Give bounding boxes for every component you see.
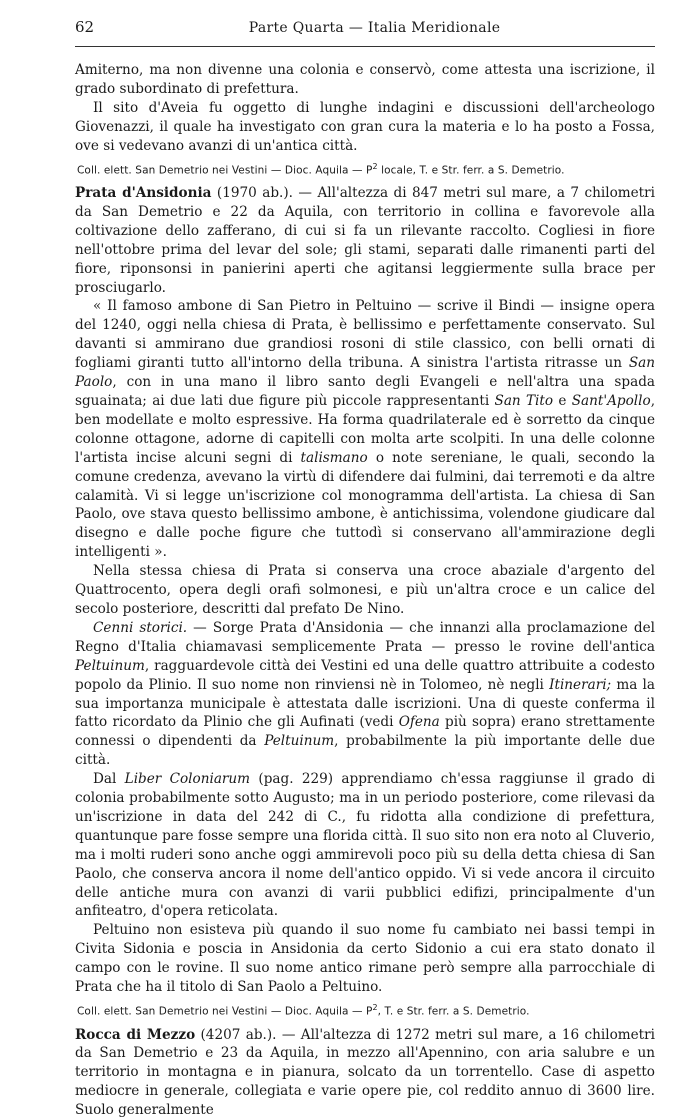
collegio-note: Coll. elett. San Demetrio nei Vestini — Dioc. Aquila — $P^2$ locale, T. e Str. ferr. a S. Demetrio. <box>75 159 655 179</box>
entry-heading: Prata d'Ansidonia <box>75 185 211 201</box>
page-header <box>75 18 655 47</box>
paragraph-peltuino: Peltuino non esisteva più quando il suo nome fu cambiato nei bassi tempi in Civita Sidonia e poscia in Ansidonia da certo Sidonio a cui era stato donato il campo con le rovine. Il suo nome antico rimane però sempre alla parrocchiale di Prata che ha il titolo di San Paolo a Peltuino. <box>75 921 655 997</box>
page-number: 62 <box>75 18 94 36</box>
page-body <box>75 61 655 1120</box>
running-title: Parte Quarta — Italia Meridionale <box>94 20 655 36</box>
paragraph-aveia: Il sito d'Aveia fu oggetto di lunghe indagini e discussioni dell'archeologo Giovenazzi, il quale ha investigato con gran cura la materia e lo ha posto a Fossa, ove si vedevano avanzi di un'antica città. <box>75 99 655 156</box>
paragraph-liber-coloniarum: Dal Liber Coloniarum (pag. 229) apprendiamo ch'essa raggiunse il grado di colonia probabilmente sotto Augusto; ma in un periodo posteriore, come rilevasi da un'iscrizione in data del 242 di C., fu ridotta alla condizione di prefettura, quantunque pare fosse sempre una florida città. Il suo sito non era noto al Cluverio, ma i molti ruderi sono anche oggi ammirevoli poco più su della detta chiesa di San Paolo, che conserva ancora il nome dell'antico oppido. Vi si vede ancora il circuito delle antiche mura con avanzi di varii pubblici edifizi, principalmente d'un anfiteatro, d'opera reticolata. <box>75 770 655 921</box>
entry-prata: Prata d'Ansidonia (1970 ab.). — All'altezza di 847 metri sul mare, a 7 chilometri da San Demetrio e 22 da Aquila, con territorio in collina e favorevole alla coltivazione dello zafferano, di cui si fa un rilevante raccolto. Cogliesi in fiore nell'ottobre prima del levar del sole; gli stami, separati dalle rimanenti parti del fiore, riponsonsi in panierini aperti che agitansi leggiermente sulla brace per prosciugarlo. <box>75 184 655 297</box>
paragraph-amiterno: Amiterno, ma non divenne una colonia e conservò, come attesta una iscrizione, il grado subordinato di prefettura. <box>75 61 655 99</box>
paragraph-croce: Nella stessa chiesa di Prata si conserva una croce abaziale d'argento del Quattrocento, opera degli orafi solmonesi, e più un'altra croce e un calice del secolo posteriore, descritti dal prefato De Nino. <box>75 562 655 619</box>
entry-rocca: Rocca di Mezzo (4207 ab.). — All'altezza di 1272 metri sul mare, a 16 chilometri da San Demetrio e 23 da Aquila, in mezzo all'Apennino, con aria salubre e un territorio in montagna e in pianura, solcato da un torrentello. Case di aspetto mediocre in generale, collegiata e varie opere pie, col reddito annuo di 3600 lire. Suolo generalmente <box>75 1026 655 1120</box>
paragraph-cenni-storici: Cenni storici. — Sorge Prata d'Ansidonia — che innanzi alla proclamazione del Regno d'Italia chiamavasi semplicemente Prata — presso le rovine dell'antica Peltuinum, ragguardevole città dei Vestini ed una delle quattro attribuite a codesto popolo da Plinio. Il suo nome non rinviensi nè in Tolomeo, nè negli Itinerari; ma la sua importanza municipale è attestata dalle iscrizioni. Una di queste conferma il fatto ricordato da Plinio che gli Aufinati (vedi Ofena più sopra) erano strettamente connessi o dipendenti da Peltuinum, probabilmente la più importante delle due città. <box>75 619 655 770</box>
entry-heading: Rocca di Mezzo <box>75 1027 195 1043</box>
document-page <box>75 18 655 1120</box>
collegio-note: Coll. elett. San Demetrio nei Vestini — Dioc. Aquila — $P^2$, T. e Str. ferr. a S. Demetrio. <box>75 1000 655 1020</box>
paragraph-ambone-quote: « Il famoso ambone di San Pietro in Peltuino — scrive il Bindi — insigne opera del 1240, oggi nella chiesa di Prata, è bellissimo e perfettamente conservato. Sul davanti si ammirano due grandiosi rosoni di stile classico, con belli ornati di fogliami giranti tutto all'intorno della tribuna. A sinistra l'artista ritrasse un San Paolo, con in una mano il libro santo degli Evangeli e nell'altra una spada sguainata; ai due lati due figure più piccole rappresentanti San Tito e Sant'Apollo, ben modellate e molto espressive. Ha forma quadrilaterale ed è sorretto da cinque colonne ottagone, adorne di capitelli con molta arte scolpiti. In una delle colonne l'artista incise alcuni segni di talismano o note sereniane, le quali, secondo la comune credenza, avevano la virtù di difendere dai fulmini, dai terremoti e da altre calamità. Vi si legge un'iscrizione col monogramma dell'artista. La chiesa di San Paolo, ove stava questo bellissimo ambone, è antichissima, volendone giudicare dal disegno e dalle poche figure che tuttodì si conservano all'ammirazione degli intelligenti ». <box>75 297 655 562</box>
